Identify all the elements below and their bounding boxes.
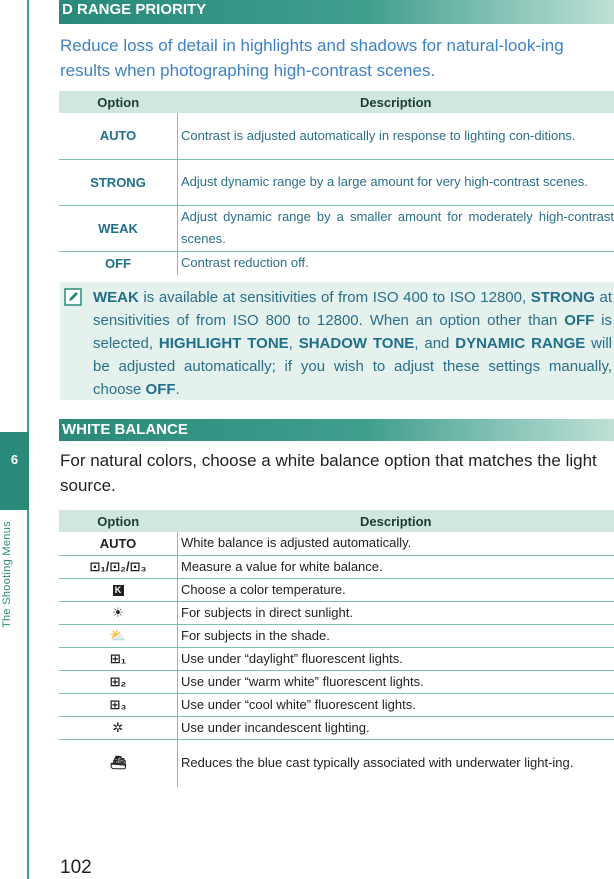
fluorescent-3-icon: ⊞₃ <box>109 696 127 712</box>
table-row <box>59 670 614 693</box>
col-option: Option <box>59 91 178 113</box>
col-description: Description <box>178 91 614 113</box>
description-cell: Use under incandescent lighting. <box>178 716 614 739</box>
description-cell: Contrast is adjusted automatically in response to lighting con-ditions. <box>178 113 614 159</box>
note-box <box>60 282 614 400</box>
description-cell: For subjects in direct sunlight. <box>178 601 614 624</box>
dynamic-range-header: D RANGE PRIORITY <box>59 0 614 24</box>
description-cell: White balance is adjusted automatically. <box>178 532 614 555</box>
description-cell: Contrast reduction off. <box>178 251 614 275</box>
table-row <box>59 205 614 251</box>
sun-icon: ☀ <box>112 604 124 620</box>
fluorescent-2-icon: ⊞₂ <box>109 673 127 689</box>
table-row <box>59 647 614 670</box>
option-cell: AUTO <box>99 535 137 551</box>
underwater-icon: ⛴ <box>109 755 127 771</box>
dynamic-range-table <box>59 91 614 275</box>
table-row <box>59 624 614 647</box>
description-cell: Adjust dynamic range by a large amount for very high-contrast scenes. <box>178 159 614 205</box>
incandescent-icon: ✲ <box>112 719 124 735</box>
page-number: 102 <box>60 857 92 878</box>
table-row <box>59 532 614 555</box>
dynamic-range-intro: Reduce loss of detail in highlights and shadows for natural-look-ing results when photographing high-contrast scenes. <box>60 36 564 80</box>
option-cell: AUTO <box>99 128 137 144</box>
description-cell: Use under “daylight” fluorescent lights. <box>178 647 614 670</box>
table-row <box>59 251 614 275</box>
chapter-number: 6 <box>10 452 19 467</box>
description-cell: Measure a value for white balance. <box>178 555 614 578</box>
description-cell: Use under “cool white” fluorescent lights. <box>178 693 614 716</box>
shade-icon: ⛅ <box>109 627 127 643</box>
white-balance-header: WHITE BALANCE <box>59 419 614 441</box>
description-cell: Use under “warm white” fluorescent lights. <box>178 670 614 693</box>
kelvin-icon: K <box>113 585 124 596</box>
description-cell: Choose a color temperature. <box>178 578 614 601</box>
table-row <box>59 739 614 787</box>
fluorescent-1-icon: ⊞₁ <box>109 650 127 666</box>
custom-wb-icon: ⊡₁/⊡₂/⊡₃ <box>89 558 147 574</box>
table-row <box>59 693 614 716</box>
table-row <box>59 113 614 159</box>
option-cell: OFF <box>105 255 131 271</box>
table-row <box>59 578 614 601</box>
description-cell: Reduces the blue cast typically associated with underwater light-ing. <box>178 739 614 787</box>
white-balance-intro: For natural colors, choose a white balance option that matches the light source. <box>60 451 597 495</box>
table-row <box>59 159 614 205</box>
white-balance-table <box>59 510 614 787</box>
kelvin-icon-cell <box>59 578 178 601</box>
option-cell: WEAK <box>98 220 138 236</box>
table-row <box>59 555 614 578</box>
col-option: Option <box>59 510 178 532</box>
table-row <box>59 716 614 739</box>
description-cell: Adjust dynamic range by a smaller amount for moderately high-contrast scenes. <box>178 205 614 251</box>
note-text: WEAK is available at sensitivities of from ISO 400 to ISO 12800, STRONG at sensitivities of from ISO 800 to 12800. When an option other than OFF is selected, HIGHLIGHT TONE, SHADOW TONE, and DYNAMIC RANGE will be adjusted automatically; if you wish to adjust these settings manually, choose OFF. <box>93 289 613 398</box>
table-row <box>59 601 614 624</box>
description-cell: For subjects in the shade. <box>178 624 614 647</box>
col-description: Description <box>178 510 614 532</box>
option-cell: STRONG <box>90 174 146 190</box>
note-pencil-icon <box>64 288 82 306</box>
chapter-tab <box>0 432 29 510</box>
